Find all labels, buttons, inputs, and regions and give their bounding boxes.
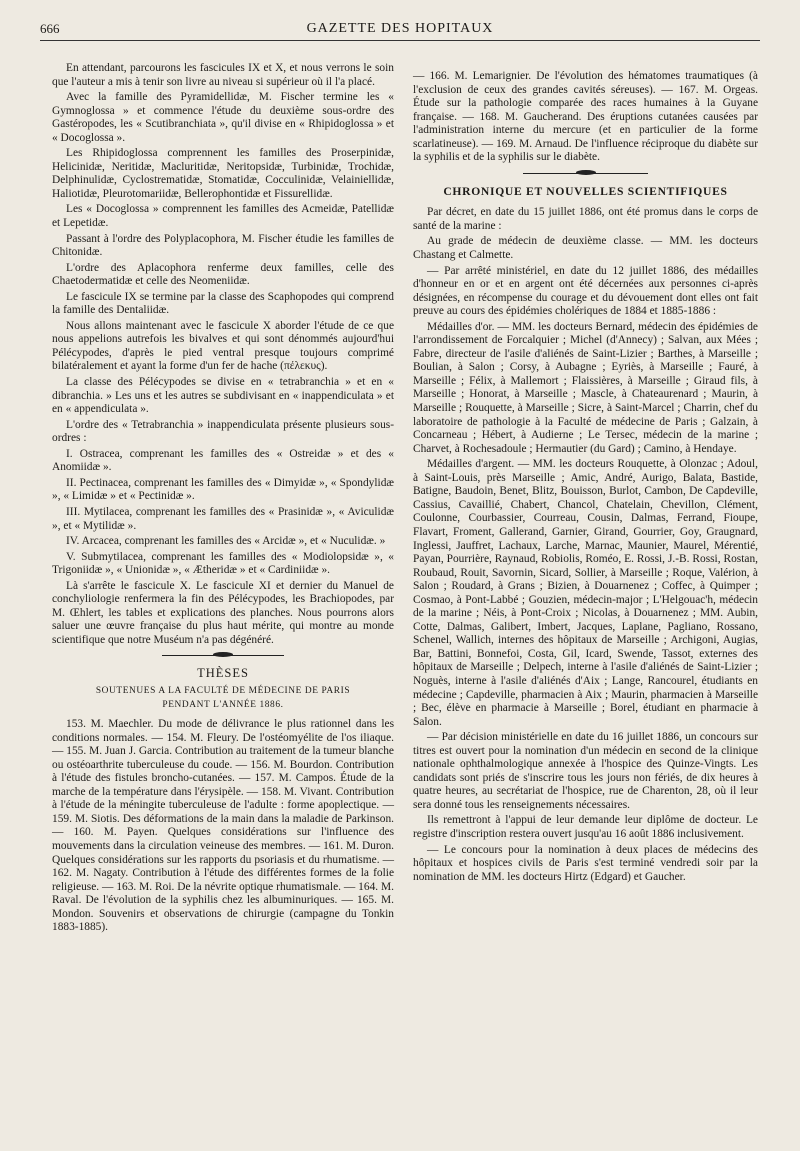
paragraph: II. Pectinacea, comprenant les familles des « Dimyidæ », « Spondylidæ », « Limidæ » et « Pectinidæ ». — [52, 476, 394, 503]
theses-list: 153. M. Maechler. Du mode de délivrance le plus rationnel dans les conditions normales. — 154. M. Fleury. De l'ostéomyélite de l'os iliaque. — 155. M. Juan J. Garcia. Contribution au traitement de la tumeur blanche ou ostéoarthrite tuberculeuse du coude. — 156. M. Bourdon. Contribution à l'étude des fistules broncho-cutanées. — 157. M. Campos. Étude de la marche de la température dans l'érysipèle. — 158. M. Vivant. Contribution à l'étude de la méningite tuberculeuse de l'adulte : forme apoplectique. — 159. M. Siotis. Des déformations de la main dans la maladie de Parkinson. — 160. M. Payen. Quelques considérations sur l'influence des mouvements dans la circulation veineuse des membres. — 161. M. Duron. Quelques considérations sur les rapports du psoriasis et du rhumatisme. — 162. M. Nagaty. Contribution à l'étude des différentes formes de la folie religieuse. — 163. M. Roi. De la névrite optique rhumatismale. — 164. M. Raval. De l'évolution de la syphilis chez les albuminuriques. — 165. M. Mondon. Souvenirs et observations de chirurgie (campagne du Tonkin 1883-1885). — [52, 718, 394, 934]
paragraph: Passant à l'ordre des Polyplacophora, M. Fischer étudie les familles de Chitonidæ. — [52, 232, 394, 259]
chronique-heading: CHRONIQUE ET NOUVELLES SCIENTIFIQUES — [443, 184, 728, 198]
paragraph: Nous allons maintenant avec le fascicule X aborder l'étude de ce que nous appelions autrefois les bivalves et qui sont dénommés aujourd'hui Pélécypodes, d'après le pied ventral presque toujours comprimé bilatéralement et ayant la forme d'un fer de hache (πέλεκυς). — [52, 319, 394, 373]
paragraph: La classe des Pélécypodes se divise en « tetrabranchia » et en « dibranchia. » Les uns et les autres se subdivisant en « inappendiculata » et en « appendiculata ». — [52, 376, 394, 416]
paragraph: III. Mytilacea, comprenant les familles des « Prasinidæ », « Aviculidæ », et « Mytilidæ ». — [52, 505, 394, 532]
theses-subheading-line2: PENDANT L'ANNÉE 1886. — [162, 699, 284, 710]
paragraph: Le fascicule IX se termine par la classe des Scaphopodes qui comprend la famille des Dentaliidæ. — [52, 290, 394, 317]
paragraph: Avec la famille des Pyramidellidæ, M. Fischer termine les « Gymnoglossa » et commence l'étude du deuxième sous-ordre des Gastéropodes, les « Scutibranchiata », qu'il divise en « Rhipidoglossa » et « Docoglossa ». — [52, 91, 394, 144]
paragraph: Les Rhipidoglossa comprennent les familles des Proserpinidæ, Helicinidæ, Neritidæ, Macluritidæ, Neritopsidæ, Turbinidæ, Trochidæ, Delphinulidæ, Cyclostrematidæ, Stomatidæ, Cocculinidæ, Velainiellidæ, Haliotidæ, Pleurotomariidæ, Bellerophontidæ et Fissurellidæ. — [52, 147, 394, 200]
paragraph: — Par arrêté ministériel, en date du 12 juillet 1886, des médailles d'honneur en or et en argent ont été décernées aux personnes ci-après désignées, en récompense du courage et du dévouement dont elles ont fait preuve au cours des épidémies cholériques de 1884 et 1885-1886 : — [413, 264, 758, 318]
left-column — [52, 62, 394, 937]
paragraph: — Le concours pour la nomination à deux places de médecins des hôpitaux et hospices civils de Paris s'est terminé vendredi soir par la nomination de MM. les docteurs Hirtz (Edgard) et Gaucher. — [413, 843, 758, 883]
paragraph: Médailles d'or. — MM. les docteurs Bernard, médecin des épidémies de l'arrondissement de Forcalquier ; Michel (d'Annecy) ; Salvan, aux Mées ; Fabre, directeur de l'asile d'aliénés de Saint-Lizier ; Barthes, à Marseille ; Boulian, à Salon ; Corsy, à Aubagne ; Eyriès, à Marseille ; Fauré, à Marseille ; Félix, à Mallemort ; Flaissières, à Marseille ; Giraud fils, à Marseille ; Honorat, à Marseille ; Mascle, à Chateaurenard ; Maurin, à Marseille ; Rouquette, à Marseille ; Sicre, à Saint-Marcel ; Charrin, chef du laboratoire de pathologie à la Faculté de médecine de Paris ; Galzain, à Concarneau ; Hébert, à Audierne ; Le Tersec, médecin de la marine ; Charvet, à Rochesadoule ; Hermautier (du Gard) ; Camino, à Hendaye. — [413, 320, 758, 455]
paragraph: I. Ostracea, comprenant les familles des « Ostreidæ » et des « Anomiidæ ». — [52, 447, 394, 474]
paragraph: V. Submytilacea, comprenant les familles des « Modiolopsidæ », « Trigoniidæ », « Unionidæ », « Ætheridæ » et « Cardiniidæ ». — [52, 550, 394, 577]
paragraph: — Par décision ministérielle en date du 16 juillet 1886, un concours sur titres est ouvert pour la nomination d'un médecin en second de la clinique nationale ophthalmologique annexée à l'hospice des Quinze-Vingts. Les candidats sont priés de s'inscrire tous les jours non fériés, de dix heures à quatre heures, au secrétariat de l'hospice, rue de Charenton, 28, où il leur sera donné tous les renseignements nécessaires. — [413, 731, 758, 811]
paragraph: IV. Arcacea, comprenant les familles des « Arcidæ », et « Nuculidæ. » — [66, 535, 386, 548]
right-column — [413, 70, 758, 886]
theses-subheading — [52, 685, 394, 712]
paragraph: En attendant, parcourons les fascicules IX et X, et nous verrons le soin que l'auteur a mis à tenir son livre au niveau si supérieur où il l'a placé. — [52, 62, 394, 88]
paragraph: L'ordre des « Tetrabranchia » inappendiculata présente plusieurs sous-ordres : — [52, 418, 394, 445]
header-rule — [40, 40, 760, 41]
paragraph: Les « Docoglossa » comprennent les familles des Acmeidæ, Patellidæ et Lepetidæ. — [52, 203, 394, 230]
paragraph: Ils remettront à l'appui de leur demande leur diplôme de docteur. Le registre d'inscription restera ouvert jusqu'au 16 août 1886 inclusivement. — [413, 814, 758, 840]
paragraph: L'ordre des Aplacophora renferme deux familles, celle des Chaetodermatidæ et celle des Neomeniidæ. — [52, 261, 394, 288]
page-number: 666 — [40, 21, 60, 36]
paragraph: Là s'arrête le fascicule X. Le fascicule XI et dernier du Manuel de conchyliologie renfermera la fin des Pélécypodes, les Brachiopodes, par M. Œhlert, les tables et explications des planches. Nous pourrons alors saluer une œuvre française du plus haut mérite, qui montre au monde scientifique que notre Muséum n'a pas dégénéré. — [52, 579, 394, 646]
theses-heading: THÈSES — [197, 666, 249, 681]
theses-subheading-line1: SOUTENUES A LA FACULTÉ DE MÉDECINE DE PARIS — [95, 685, 351, 696]
paragraph: Médailles d'argent. — MM. les docteurs Rouquette, à Olonzac ; Adoul, à Saint-Louis, près Marseille ; Amic, André, Aurigo, Balata, Bastide, Batigne, Baudoin, Benet, Blitz, Bouisson, Burlot, Cambon, De Capdeville, Cassius, Cavaillié, Chabert, Chancol, Chatelain, Chevillon, Clément, Coulonne, Courbassier, Courreau, Cousin, Dalmas, Ferrand, Fioupe, Flavart, Froment, Gallerand, Garnier, Girand, Gourrier, Goy, Graugnard, Inglessi, Jauffret, Lachaux, Larche, Marnac, Maunier, Maurel, Mérentié, Payan, Pourrière, Raynaud, Robiolis, Roméo, E. Rossi, J.-B. Rossi, Rostan, Roubaud, Rouit, Savornin, Sicard, Sollier, à Marseille ; Roque, Valérion, à Salon ; Roudard, à Grans ; Bizien, à Douarnenez ; Coffec, à Quimper ; Cosmao, à Pont-Labbé ; Gouzien, médecin-major ; L'Helgouac'h, médecin de la marine ; Néis, à Pont-Croix ; Nicolas, à Douarnenez ; MM. Aubin, Cotte, Dalmas, Galibert, Imbert, Jacques, Laplane, Pagliano, Rossano, Schenel, Wallich, internes des hôpitaux de Marseille ; Archigoni, Augias, Bar, Battini, Bonnefoi, Costa, Gil, Icard, Swende, Tassot, externes des hôpitaux de Marseille ; Delpech, interne à l'asile d'aliénés de Saint-Lizier ; Noguès, interne à l'asile d'aliénés d'Aix ; Lange, Rancourel, étudiants en médecine ; Capdeville, pharmacien à Aix ; Maurin, pharmacien à Marseille ; Bec, élève en pharmacie à Marseille ; Borel, étudiant en pharmacie à Salon. — [413, 458, 758, 728]
section-separator — [52, 649, 394, 661]
paragraph: Par décret, en date du 15 juillet 1886, ont été promus dans le corps de santé de la marine : — [413, 206, 758, 232]
paragraph: Au grade de médecin de deuxième classe. — MM. les docteurs Chastang et Calmette. — [413, 235, 758, 262]
section-separator — [413, 167, 758, 179]
theses-continuation: — 166. M. Lemarignier. De l'évolution des hématomes traumatiques (à l'exclusion de ceux des grandes cavités séreuses). — 167. M. Orgeas. Étude sur la pathologie comparée des races humaines à la Guyane française. — 168. M. Gaucherand. Des éruptions cutanées causées par l'administration interne du mercure (et en particulier de la forme scarlatineuse). — 169. M. Arnaud. De l'influence réciproque du diabète sur la syphilis et de la syphilis sur le diabète. — [413, 70, 758, 164]
running-title: GAZETTE DES HOPITAUX — [306, 21, 494, 36]
page-header — [40, 18, 760, 42]
